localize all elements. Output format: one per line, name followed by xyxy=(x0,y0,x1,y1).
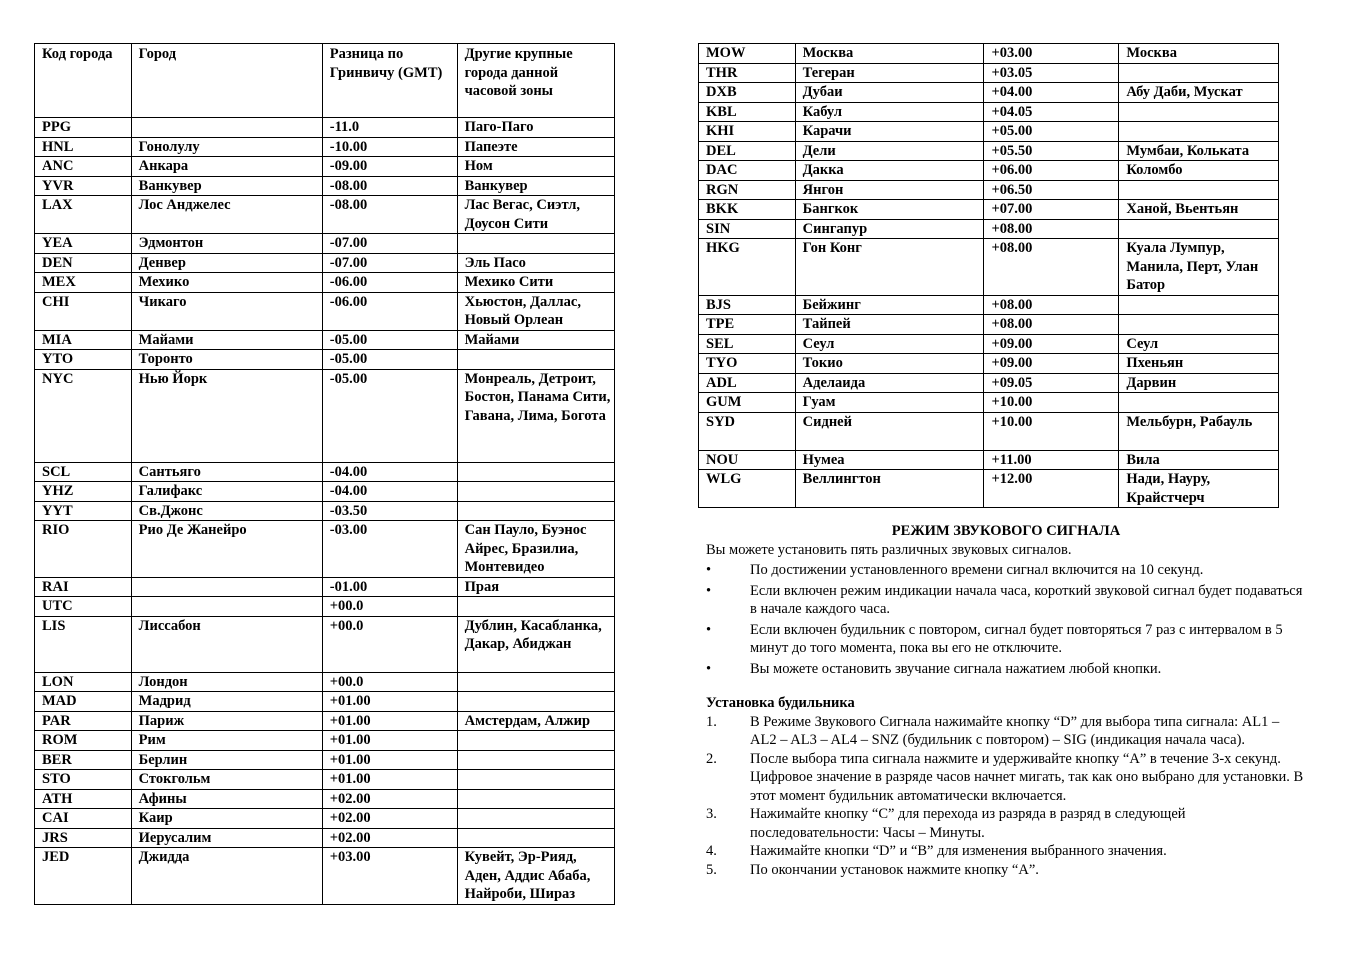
step-number: 3. xyxy=(706,806,717,822)
right-timezone-table xyxy=(698,43,1279,508)
other-cities-cell: Сан Пауло, Буэнос Айрес, Бразилиа, Монтевидео xyxy=(457,521,614,578)
city-code-cell: TPE xyxy=(699,315,796,335)
city-name-cell: Сидней xyxy=(795,412,984,450)
other-cities-cell: Паго-Паго xyxy=(457,118,614,138)
city-name-cell: Нью Йорк xyxy=(131,369,322,462)
other-cities-cell: Ханой, Вьентьян xyxy=(1119,200,1279,220)
other-cities-cell xyxy=(1119,122,1279,142)
step-text: Нажимайте кнопку “C” для перехода из разряда в разряд в следующей последовательности: Часы – Минуты. xyxy=(750,806,1186,841)
other-cities-cell xyxy=(457,809,614,829)
city-name-cell: Дели xyxy=(795,141,984,161)
other-cities-cell: Лас Вегас, Сиэтл, Доусон Сити xyxy=(457,196,614,234)
gmt-diff-cell: -07.00 xyxy=(322,234,457,254)
other-cities-cell: Коломбо xyxy=(1119,161,1279,181)
table-row xyxy=(35,330,615,350)
table-row xyxy=(35,750,615,770)
gmt-diff-cell: +10.00 xyxy=(984,393,1119,413)
alarm-steps-list xyxy=(706,713,1306,880)
other-cities-cell: Ном xyxy=(457,157,614,177)
gmt-diff-cell: +06.50 xyxy=(984,180,1119,200)
city-name-cell: Аделаида xyxy=(795,373,984,393)
city-name-cell: Гон Конг xyxy=(795,239,984,296)
city-name-cell: Эдмонтон xyxy=(131,234,322,254)
city-name-cell: Чикаго xyxy=(131,292,322,330)
city-code-cell: LAX xyxy=(35,196,132,234)
other-cities-cell: Хьюстон, Даллас, Новый Орлеан xyxy=(457,292,614,330)
other-cities-cell xyxy=(457,672,614,692)
city-name-cell: Сеул xyxy=(795,334,984,354)
sound-mode-bullets xyxy=(706,561,1306,678)
sound-mode-intro: Вы можете установить пять различных звуковых сигналов. xyxy=(706,541,1072,558)
table-row xyxy=(35,692,615,712)
other-cities-cell xyxy=(457,482,614,502)
city-code-cell: MIA xyxy=(35,330,132,350)
gmt-diff-cell: -09.00 xyxy=(322,157,457,177)
city-name-cell: Дубаи xyxy=(795,83,984,103)
table-row xyxy=(699,334,1279,354)
other-cities-cell: Амстердам, Алжир xyxy=(457,711,614,731)
city-code-cell: MEX xyxy=(35,273,132,293)
other-cities-cell: Дублин, Касабланка, Дакар, Абиджан xyxy=(457,616,614,672)
gmt-diff-cell: -11.0 xyxy=(322,118,457,138)
step-item xyxy=(706,842,1306,861)
bullet-text: Если включен режим индикации начала часа, короткий звуковой сигнал будет подаваться в начале каждого часа. xyxy=(750,582,1303,617)
other-cities-cell xyxy=(457,692,614,712)
table-row xyxy=(699,450,1279,470)
other-cities-cell: Мельбурн, Рабауль xyxy=(1119,412,1279,450)
table-row xyxy=(35,234,615,254)
table-row xyxy=(35,482,615,502)
city-name-cell: Нумеа xyxy=(795,450,984,470)
other-cities-cell xyxy=(1119,180,1279,200)
table-row xyxy=(35,462,615,482)
table-row xyxy=(35,196,615,234)
table-row xyxy=(35,770,615,790)
table-row xyxy=(35,350,615,370)
city-code-cell: BJS xyxy=(699,295,796,315)
city-code-cell: CAI xyxy=(35,809,132,829)
city-name-cell: Лос Анджелес xyxy=(131,196,322,234)
table-row xyxy=(35,176,615,196)
city-code-cell: HKG xyxy=(699,239,796,296)
table-row xyxy=(35,809,615,829)
table-row xyxy=(699,354,1279,374)
alarm-setup-heading: Установка будильника xyxy=(706,695,855,711)
city-name-cell: Каир xyxy=(131,809,322,829)
city-name-cell: Янгон xyxy=(795,180,984,200)
city-name-cell: Сингапур xyxy=(795,219,984,239)
city-code-cell: ATH xyxy=(35,789,132,809)
table-row xyxy=(35,521,615,578)
table-row xyxy=(699,315,1279,335)
city-code-cell: NOU xyxy=(699,450,796,470)
step-text: Нажимайте кнопки “D” и “B” для изменения выбранного значения. xyxy=(750,843,1167,859)
gmt-diff-cell: -07.00 xyxy=(322,253,457,273)
table-row xyxy=(35,731,615,751)
table-row xyxy=(699,470,1279,508)
city-name-cell: Дакка xyxy=(795,161,984,181)
other-cities-cell xyxy=(457,770,614,790)
table-row xyxy=(699,161,1279,181)
other-cities-cell: Майами xyxy=(457,330,614,350)
gmt-diff-cell: +03.00 xyxy=(322,848,457,905)
gmt-diff-cell: +08.00 xyxy=(984,219,1119,239)
city-name-cell: Берлин xyxy=(131,750,322,770)
other-cities-cell: Вила xyxy=(1119,450,1279,470)
gmt-diff-cell: -05.00 xyxy=(322,330,457,350)
gmt-diff-cell: +05.00 xyxy=(984,122,1119,142)
step-text: В Режиме Звукового Сигнала нажимайте кнопку “D” для выбора типа сигнала: AL1 – AL2 – AL3 – AL4 – SNZ (будильник с повтором) – SIG (индикация начала часа). xyxy=(750,713,1280,748)
gmt-diff-cell: +03.00 xyxy=(984,44,1119,64)
gmt-diff-cell: +08.00 xyxy=(984,315,1119,335)
city-code-cell: SYD xyxy=(699,412,796,450)
gmt-diff-cell: +03.05 xyxy=(984,63,1119,83)
table-row xyxy=(699,122,1279,142)
city-code-cell: GUM xyxy=(699,393,796,413)
city-name-cell: Токио xyxy=(795,354,984,374)
header-city: Город xyxy=(131,44,322,118)
table-header-row xyxy=(35,44,615,118)
table-row xyxy=(35,157,615,177)
other-cities-cell: Абу Даби, Мускат xyxy=(1119,83,1279,103)
city-name-cell xyxy=(131,597,322,617)
city-name-cell: Сантьяго xyxy=(131,462,322,482)
city-name-cell: Бейжинг xyxy=(795,295,984,315)
gmt-diff-cell: -06.00 xyxy=(322,273,457,293)
sound-mode-heading: РЕЖИМ ЗВУКОВОГО СИГНАЛА xyxy=(891,523,1121,539)
other-cities-cell xyxy=(457,731,614,751)
table-row xyxy=(35,501,615,521)
header-other-cities: Другие крупные города данной часовой зоны xyxy=(457,44,614,118)
other-cities-cell: Куала Лумпур, Манила, Перт, Улан Батор xyxy=(1119,239,1279,296)
gmt-diff-cell: -03.00 xyxy=(322,521,457,578)
other-cities-cell: Монреаль, Детроит, Бостон, Панама Сити, Гавана, Лима, Богота xyxy=(457,369,614,462)
gmt-diff-cell: -03.50 xyxy=(322,501,457,521)
gmt-diff-cell: +01.00 xyxy=(322,731,457,751)
city-code-cell: YEA xyxy=(35,234,132,254)
city-code-cell: DEN xyxy=(35,253,132,273)
table-row xyxy=(699,295,1279,315)
city-name-cell: Москва xyxy=(795,44,984,64)
city-name-cell: Иерусалим xyxy=(131,828,322,848)
city-code-cell: LON xyxy=(35,672,132,692)
table-row xyxy=(699,200,1279,220)
other-cities-cell xyxy=(1119,295,1279,315)
city-name-cell: Лиссабон xyxy=(131,616,322,672)
other-cities-cell xyxy=(457,750,614,770)
gmt-diff-cell: +12.00 xyxy=(984,470,1119,508)
table-row xyxy=(699,102,1279,122)
city-name-cell: Рим xyxy=(131,731,322,751)
table-row xyxy=(699,373,1279,393)
table-row xyxy=(699,219,1279,239)
city-code-cell: JED xyxy=(35,848,132,905)
city-code-cell: STO xyxy=(35,770,132,790)
city-code-cell: DEL xyxy=(699,141,796,161)
gmt-diff-cell: +01.00 xyxy=(322,770,457,790)
city-code-cell: DAC xyxy=(699,161,796,181)
city-code-cell: MAD xyxy=(35,692,132,712)
city-name-cell: Гуам xyxy=(795,393,984,413)
city-name-cell: Мадрид xyxy=(131,692,322,712)
city-code-cell: DXB xyxy=(699,83,796,103)
bullet-symbol: • xyxy=(706,660,712,677)
bullet-text: Если включен будильник с повтором, сигнал будет повторяться 7 раз с интервалом в 5 минут до того момента, пока вы его не отключите. xyxy=(750,621,1283,656)
bullet-item xyxy=(706,621,1306,658)
bullet-text: По достижении установленного времени сигнал включится на 10 секунд. xyxy=(750,562,1204,578)
other-cities-cell xyxy=(1119,393,1279,413)
city-code-cell: BKK xyxy=(699,200,796,220)
city-name-cell: Кабул xyxy=(795,102,984,122)
other-cities-cell xyxy=(457,462,614,482)
step-number: 5. xyxy=(706,861,717,878)
city-name-cell: Стокгольм xyxy=(131,770,322,790)
bullet-symbol: • xyxy=(706,582,712,599)
step-text: После выбора типа сигнала нажмите и удерживайте кнопку “A” в течение 3-х секунд. Цифровое значение в разряде часов начнет мигать, так как оно выбрано для установки. В этот момент будильник автоматически включается. xyxy=(750,750,1304,804)
gmt-diff-cell: -05.00 xyxy=(322,369,457,462)
other-cities-cell: Мумбаи, Кольката xyxy=(1119,141,1279,161)
city-code-cell: YTO xyxy=(35,350,132,370)
table-row xyxy=(699,180,1279,200)
gmt-diff-cell: +02.00 xyxy=(322,828,457,848)
other-cities-cell xyxy=(457,789,614,809)
table-row xyxy=(35,848,615,905)
city-name-cell: Денвер xyxy=(131,253,322,273)
gmt-diff-cell: -01.00 xyxy=(322,577,457,597)
city-code-cell: CHI xyxy=(35,292,132,330)
other-cities-cell: Нади, Науру, Крайстчерч xyxy=(1119,470,1279,508)
gmt-diff-cell: +09.00 xyxy=(984,354,1119,374)
city-name-cell: Мехико xyxy=(131,273,322,293)
gmt-diff-cell: +09.05 xyxy=(984,373,1119,393)
other-cities-cell xyxy=(1119,102,1279,122)
gmt-diff-cell: -06.00 xyxy=(322,292,457,330)
gmt-diff-cell: +02.00 xyxy=(322,809,457,829)
other-cities-cell xyxy=(1119,63,1279,83)
city-code-cell: BER xyxy=(35,750,132,770)
header-gmt-diff: Разница по Гринвичу (GMT) xyxy=(322,44,457,118)
city-code-cell: KHI xyxy=(699,122,796,142)
other-cities-cell: Кувейт, Эр-Рияд, Аден, Аддис Абаба, Найроби, Шираз xyxy=(457,848,614,905)
left-timezone-table xyxy=(34,43,615,905)
gmt-diff-cell: +04.00 xyxy=(984,83,1119,103)
other-cities-cell: Папеэте xyxy=(457,137,614,157)
city-name-cell: Веллингтон xyxy=(795,470,984,508)
other-cities-cell xyxy=(457,234,614,254)
city-code-cell: RIO xyxy=(35,521,132,578)
gmt-diff-cell: +00.0 xyxy=(322,597,457,617)
city-code-cell: SIN xyxy=(699,219,796,239)
table-row xyxy=(35,597,615,617)
other-cities-cell: Сеул xyxy=(1119,334,1279,354)
table-row xyxy=(35,789,615,809)
city-code-cell: SCL xyxy=(35,462,132,482)
city-name-cell xyxy=(131,577,322,597)
city-name-cell: Джидда xyxy=(131,848,322,905)
gmt-diff-cell: +01.00 xyxy=(322,750,457,770)
city-name-cell: Св.Джонс xyxy=(131,501,322,521)
city-name-cell: Тегеран xyxy=(795,63,984,83)
step-number: 4. xyxy=(706,843,717,859)
city-code-cell: THR xyxy=(699,63,796,83)
city-code-cell: PPG xyxy=(35,118,132,138)
gmt-diff-cell: +01.00 xyxy=(322,711,457,731)
table-row xyxy=(699,393,1279,413)
bullet-item xyxy=(706,582,1306,619)
table-row xyxy=(699,63,1279,83)
table-row xyxy=(699,141,1279,161)
city-name-cell: Анкара xyxy=(131,157,322,177)
other-cities-cell xyxy=(457,350,614,370)
gmt-diff-cell: +04.05 xyxy=(984,102,1119,122)
bullet-item xyxy=(706,561,1306,580)
gmt-diff-cell: -04.00 xyxy=(322,462,457,482)
bullet-symbol: • xyxy=(706,621,712,638)
gmt-diff-cell: +07.00 xyxy=(984,200,1119,220)
step-item xyxy=(706,750,1306,806)
other-cities-cell: Ванкувер xyxy=(457,176,614,196)
city-code-cell: WLG xyxy=(699,470,796,508)
table-row xyxy=(35,253,615,273)
city-name-cell: Торонто xyxy=(131,350,322,370)
step-item xyxy=(706,713,1306,750)
table-row xyxy=(699,412,1279,450)
table-row xyxy=(35,369,615,462)
city-name-cell: Лондон xyxy=(131,672,322,692)
city-name-cell: Ванкувер xyxy=(131,176,322,196)
table-row xyxy=(35,711,615,731)
gmt-diff-cell: +09.00 xyxy=(984,334,1119,354)
table-row xyxy=(699,44,1279,64)
other-cities-cell xyxy=(457,597,614,617)
other-cities-cell xyxy=(457,501,614,521)
city-code-cell: SEL xyxy=(699,334,796,354)
city-code-cell: YYT xyxy=(35,501,132,521)
city-name-cell: Афины xyxy=(131,789,322,809)
step-number: 2. xyxy=(706,750,717,767)
city-code-cell: YHZ xyxy=(35,482,132,502)
city-code-cell: YVR xyxy=(35,176,132,196)
text-content xyxy=(706,518,1306,879)
gmt-diff-cell: +10.00 xyxy=(984,412,1119,450)
city-code-cell: NYC xyxy=(35,369,132,462)
gmt-diff-cell: -05.00 xyxy=(322,350,457,370)
bullet-item xyxy=(706,660,1306,679)
gmt-diff-cell: +00.0 xyxy=(322,672,457,692)
other-cities-cell: Эль Пасо xyxy=(457,253,614,273)
header-code: Код города xyxy=(35,44,132,118)
gmt-diff-cell: -10.00 xyxy=(322,137,457,157)
step-text: По окончании установок нажмите кнопку “A”. xyxy=(750,861,1039,878)
bullet-text: Вы можете остановить звучание сигнала нажатием любой кнопки. xyxy=(750,660,1162,677)
other-cities-cell: Москва xyxy=(1119,44,1279,64)
gmt-diff-cell: +11.00 xyxy=(984,450,1119,470)
city-name-cell: Майами xyxy=(131,330,322,350)
city-code-cell: TYO xyxy=(699,354,796,374)
other-cities-cell xyxy=(457,828,614,848)
city-code-cell: KBL xyxy=(699,102,796,122)
table-row xyxy=(35,273,615,293)
city-code-cell: ANC xyxy=(35,157,132,177)
table-row xyxy=(35,137,615,157)
table-row xyxy=(35,292,615,330)
other-cities-cell: Дарвин xyxy=(1119,373,1279,393)
table-row xyxy=(35,672,615,692)
city-name-cell: Гонолулу xyxy=(131,137,322,157)
city-code-cell: HNL xyxy=(35,137,132,157)
city-name-cell: Карачи xyxy=(795,122,984,142)
city-name-cell: Рио Де Жанейро xyxy=(131,521,322,578)
step-item xyxy=(706,805,1306,842)
table-row xyxy=(699,83,1279,103)
gmt-diff-cell: +02.00 xyxy=(322,789,457,809)
other-cities-cell: Мехико Сити xyxy=(457,273,614,293)
city-code-cell: JRS xyxy=(35,828,132,848)
bullet-symbol: • xyxy=(706,562,712,578)
gmt-diff-cell: -08.00 xyxy=(322,196,457,234)
table-row xyxy=(699,239,1279,296)
gmt-diff-cell: +05.50 xyxy=(984,141,1119,161)
gmt-diff-cell: -04.00 xyxy=(322,482,457,502)
city-code-cell: ADL xyxy=(699,373,796,393)
city-code-cell: ROM xyxy=(35,731,132,751)
gmt-diff-cell: +08.00 xyxy=(984,295,1119,315)
city-code-cell: UTC xyxy=(35,597,132,617)
table-row xyxy=(35,616,615,672)
other-cities-cell: Прая xyxy=(457,577,614,597)
gmt-diff-cell: -08.00 xyxy=(322,176,457,196)
gmt-diff-cell: +00.0 xyxy=(322,616,457,672)
step-number: 1. xyxy=(706,713,717,730)
gmt-diff-cell: +06.00 xyxy=(984,161,1119,181)
city-name-cell: Галифакс xyxy=(131,482,322,502)
gmt-diff-cell: +01.00 xyxy=(322,692,457,712)
other-cities-cell: Пхеньян xyxy=(1119,354,1279,374)
step-item xyxy=(706,861,1306,880)
city-code-cell: LIS xyxy=(35,616,132,672)
city-name-cell: Тайпей xyxy=(795,315,984,335)
city-code-cell: RAI xyxy=(35,577,132,597)
table-row xyxy=(35,118,615,138)
city-code-cell: MOW xyxy=(699,44,796,64)
city-name-cell: Бангкок xyxy=(795,200,984,220)
city-name-cell: Париж xyxy=(131,711,322,731)
gmt-diff-cell: +08.00 xyxy=(984,239,1119,296)
other-cities-cell xyxy=(1119,315,1279,335)
city-name-cell xyxy=(131,118,322,138)
other-cities-cell xyxy=(1119,219,1279,239)
city-code-cell: PAR xyxy=(35,711,132,731)
city-code-cell: RGN xyxy=(699,180,796,200)
table-row xyxy=(35,828,615,848)
table-row xyxy=(35,577,615,597)
